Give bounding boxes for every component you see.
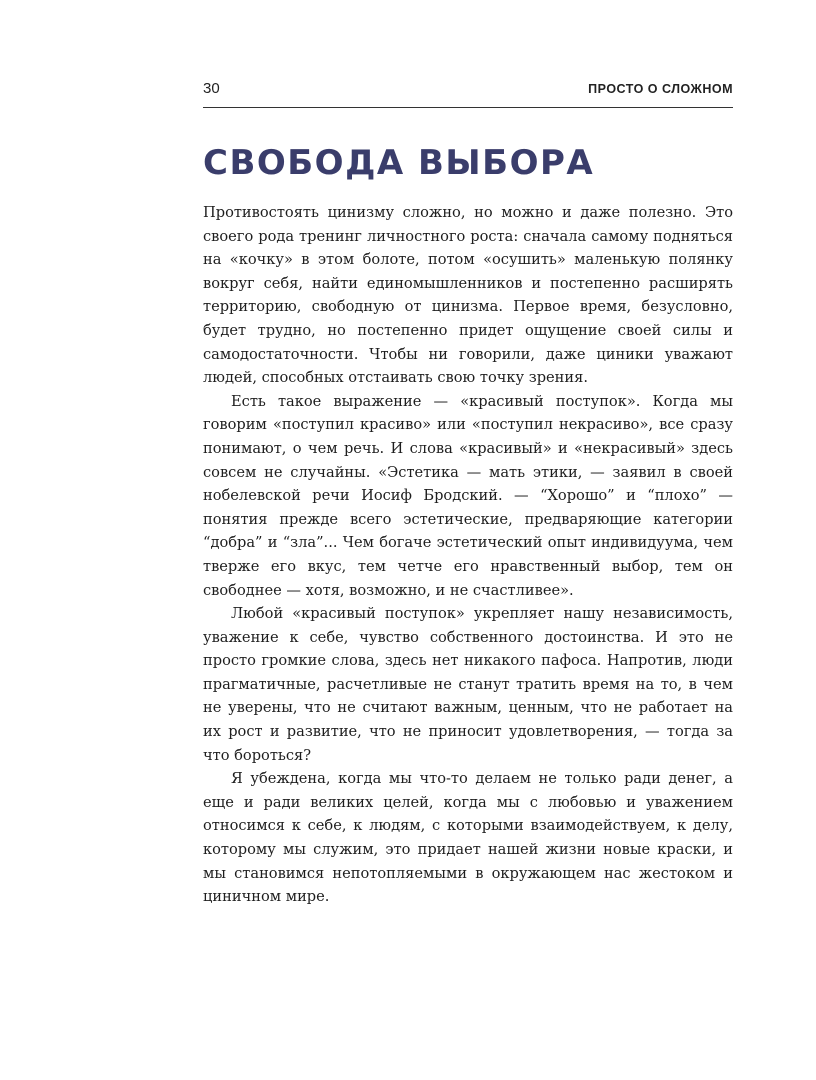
page-header [203,80,733,108]
page-number: 30 [203,80,220,97]
chapter-title: СВОБОДА ВЫБОРА [203,143,595,183]
paragraph-2: Есть такое выражение — «красивый поступок». Когда мы говорим «поступил красиво» или «поступил некрасиво», все сразу понимают, о чем речь. И слова «красивый» и «некрасивый» здесь совсем не случайны. «Эстетика — мать этики, — заявил в своей нобелевской речи Иосиф Бродский. — “Хорошо” и “плохо” — понятия прежде всего эстетические, предваряющие категории “добра” и “зла”... Чем богаче эстетический опыт индивидуума, чем тверже его вкус, тем четче его нравственный выбор, тем он свободнее — хотя, возможно, и не счастливее». [203,392,733,599]
header-divider [203,107,733,108]
paragraph-1: Противостоять цинизму сложно, но можно и даже полезно. Это своего рода тренинг личностного роста: сначала самому подняться на «кочку» в этом болоте, потом «осушить» маленькую полянку вокруг себя, найти единомышленников и постепенно расширять территорию, свободную от цинизма. Первое время, безусловно, будет трудно, но постепенно придет ощущение своей силы и самодостаточности. Чтобы ни говорили, даже циники уважают людей, способных отстаивать свою точку зрения. [203,204,733,387]
running-title: ПРОСТО О СЛОЖНОМ [588,82,733,96]
body-text [203,201,733,909]
paragraph-3: Любой «красивый поступок» укрепляет нашу независимость, уважение к себе, чувство собственного достоинства. И это не просто громкие слова, здесь нет никакого пафоса. Напротив, люди прагматичные, расчетливые не станут тратить время на то, в чем не уверены, что не считают важным, ценным, что не работает на их рост и развитие, что не приносит удовлетворения, — тогда за что бороться? [203,605,733,764]
paragraph-4: Я убеждена, когда мы что-то делаем не только ради денег, а еще и ради великих целей, когда мы с любовью и уважением относимся к себе, к людям, с которыми взаимодействуем, к делу, которому мы служим, это придает нашей жизни новые краски, и мы становимся непотопляемыми в окружающем нас жестоком и циничном мире. [203,770,733,906]
